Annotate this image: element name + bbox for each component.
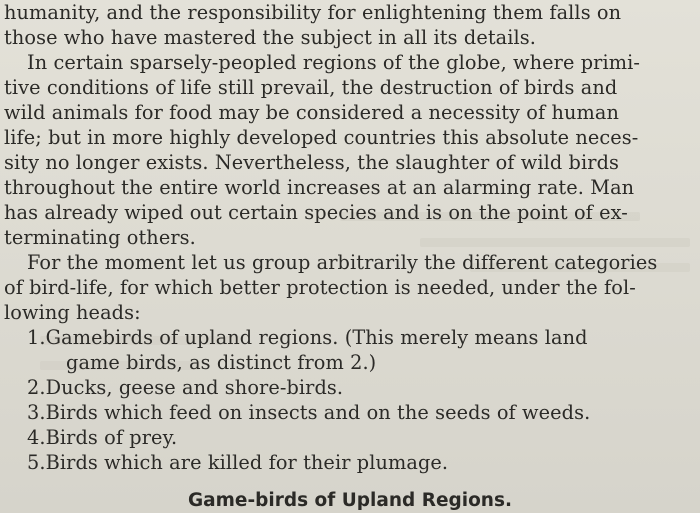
list-item	[4, 375, 694, 400]
text-line: lowing heads:	[4, 301, 141, 324]
list-item-continuation: game birds, as distinct from 2.)	[66, 351, 377, 374]
list-item-number: 2.	[27, 376, 46, 399]
list-item-text: Birds which are killed for their plumage.	[45, 451, 449, 474]
list-item-number: 4.	[27, 426, 46, 449]
list-item	[4, 450, 694, 475]
list-item-text: Birds which feed on insects and on the seeds of weeds.	[45, 401, 591, 424]
text-line: wild animals for food may be considered a necessity of human	[4, 101, 619, 124]
text-line: terminating others.	[4, 226, 196, 249]
text-line: throughout the entire world increases at an alarming rate. Man	[4, 176, 635, 199]
text-line: sity no longer exists. Nevertheless, the slaughter of wild birds	[4, 151, 620, 174]
text-line: has already wiped out certain species and is on the point of ex-	[4, 201, 628, 224]
list-item-text: Gamebirds of upland regions. (This merely means land	[45, 326, 588, 349]
list-item-number: 1.	[27, 326, 46, 349]
list-item-text: Ducks, geese and shore-birds.	[45, 376, 344, 399]
text-line: those who have mastered the subject in all its details.	[4, 26, 537, 49]
text-line: life; but in more highly developed countries this absolute neces-	[4, 126, 639, 149]
list-item-text: Birds of prey.	[45, 426, 178, 449]
text-line: For the moment let us group arbitrarily the different categories	[27, 251, 658, 274]
list-item	[4, 400, 694, 425]
text-line: humanity, and the responsibility for enlightening them falls on	[4, 1, 622, 24]
text-line: of bird-life, for which better protection is needed, under the fol-	[4, 276, 636, 299]
list-item	[4, 325, 694, 350]
text-line: tive conditions of life still prevail, the destruction of birds and	[4, 76, 618, 99]
list-item-number: 3.	[27, 401, 46, 424]
text-line: In certain sparsely-peopled regions of the globe, where primi-	[27, 51, 641, 74]
list-item	[4, 425, 694, 450]
body-text	[4, 0, 694, 475]
list-item-number: 5.	[27, 451, 46, 474]
section-heading: Game-birds of Upland Regions.	[187, 490, 512, 511]
